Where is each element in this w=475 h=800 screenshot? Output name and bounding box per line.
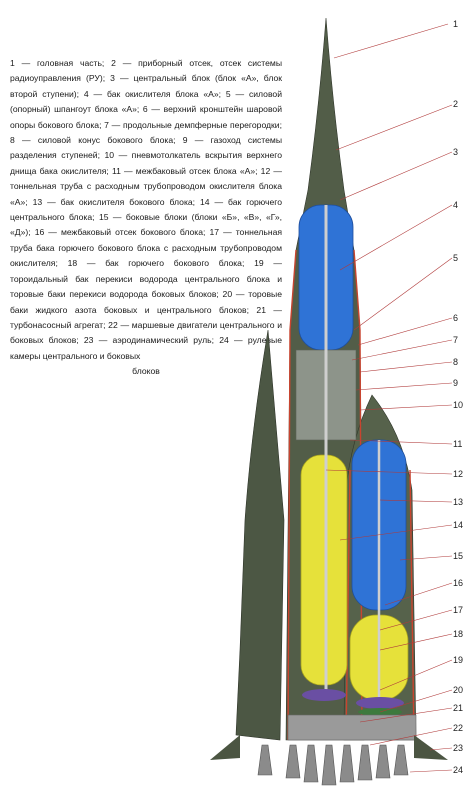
legend-last-line: блоков xyxy=(132,366,160,377)
callout-15: 15 xyxy=(453,551,464,561)
callout-18: 18 xyxy=(453,629,464,639)
callout-23: 23 xyxy=(453,743,464,753)
left-booster xyxy=(236,330,284,740)
left-fin xyxy=(210,735,240,760)
core-peroxide-torus xyxy=(302,689,346,701)
callout-10: 10 xyxy=(453,400,464,410)
booster-peroxide-torus xyxy=(356,697,404,709)
callout-7: 7 xyxy=(453,335,459,345)
callout-12: 12 xyxy=(453,469,464,479)
callout-16: 16 xyxy=(453,578,464,588)
legend-body: 1 — головная часть; 2 — приборный отсек, отсек системы радиоуправления (РУ); 3 — центральный блок (блок «А», блок второй ступени); 4 — бак окислителя блока «А»; 5 — силовой (опорный) шпангоут блока «А»; 6 — верхний кронштейн шаровой опоры бокового блока; 7 — продольные демпферные перегородки; 8 — силовой конус бокового блока; 9 — газоход системы разделения ступеней; 10 — пневмотолкатель вскрытия верхнего днища бака окислителя; 11 — межбаковый отсек блока «А»; 12 — тоннельная труба с расходным трубопроводом окислителя блока «А»; 13 — бак окислителя бокового блока; 14 — бак горючего центрального блока; 15 — боковые блоки (блоки «Б», «В», «Г», «Д»); 16 — межбаковый отсек бокового блока; 17 — тоннельная труба бака горючего бокового блока с расходным трубопроводом окислителя; 18 — бак горючего бокового блока; 19 — тороидальный бак перекиси водорода центрального блока и торовые баки перекиси водорода боковых блоков; 20 — торовые баки жидкого азота боковых и центрального блоков; 21 — турбонасосный агрегат; 22 — маршевые двигатели центрального и боковых блоков; 23 — аэродинамический руль; 24 — рулевые камеры центрального и боковых xyxy=(10,58,282,361)
engine-compartment xyxy=(288,715,416,740)
callout-14: 14 xyxy=(453,520,464,530)
callout-11: 11 xyxy=(453,439,463,449)
callout-13: 13 xyxy=(453,497,464,507)
engine-nozzles xyxy=(258,745,408,785)
callout-21: 21 xyxy=(453,703,464,713)
callout-3: 3 xyxy=(453,147,459,157)
callout-24: 24 xyxy=(453,765,464,775)
callout-22: 22 xyxy=(453,723,464,733)
callout-1: 1 xyxy=(453,19,459,29)
core-fuel-tank xyxy=(301,455,347,685)
callout-2: 2 xyxy=(453,99,459,109)
callout-4: 4 xyxy=(453,200,459,210)
callout-6: 6 xyxy=(453,313,459,323)
callout-5: 5 xyxy=(453,253,459,263)
callout-9: 9 xyxy=(453,378,459,388)
callout-20: 20 xyxy=(453,685,464,695)
callout-8: 8 xyxy=(453,357,459,367)
callout-17: 17 xyxy=(453,605,464,615)
right-fin xyxy=(414,735,448,760)
callout-19: 19 xyxy=(453,655,464,665)
